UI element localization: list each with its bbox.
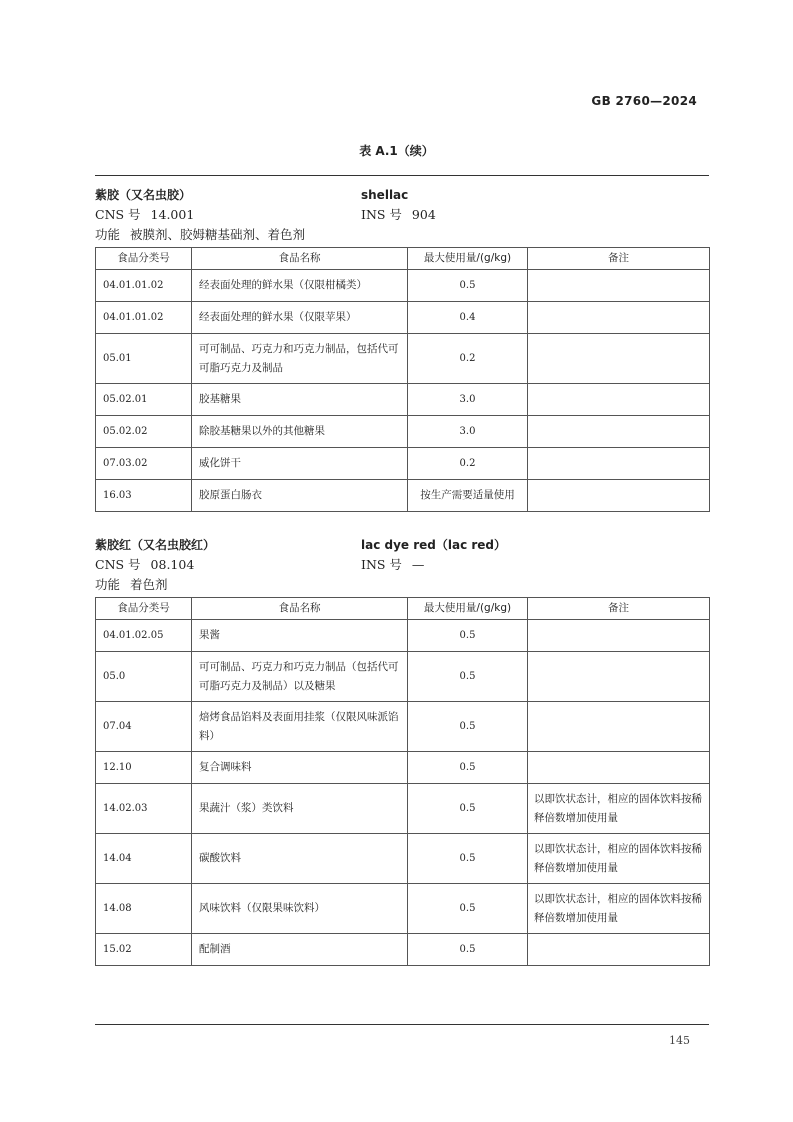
food-category-code: 04.01.01.02 (96, 270, 192, 302)
column-header-max-usage: 最大使用量/(g/kg) (408, 598, 528, 620)
column-header-code: 食品分类号 (96, 248, 192, 270)
additive-en-name: shellac (361, 188, 409, 202)
max-usage: 0.5 (408, 934, 528, 966)
table-row (96, 752, 710, 784)
food-category-code: 05.0 (96, 652, 192, 702)
top-rule (95, 175, 709, 176)
table-header-row (96, 248, 710, 270)
column-header-food-name: 食品名称 (192, 248, 408, 270)
table-row (96, 448, 710, 480)
max-usage: 0.5 (408, 884, 528, 934)
food-name: 经表面处理的鲜水果（仅限苹果） (192, 302, 408, 334)
food-category-code: 05.02.02 (96, 416, 192, 448)
standard-code: GB 2760—2024 (591, 94, 697, 108)
food-category-code: 14.02.03 (96, 784, 192, 834)
max-usage: 0.2 (408, 448, 528, 480)
additive-function-line (95, 225, 709, 245)
page-number: 145 (669, 1034, 690, 1047)
note (528, 334, 710, 384)
food-category-code: 14.08 (96, 884, 192, 934)
additive-cn-name: 紫胶红（又名虫胶红） (95, 538, 216, 552)
column-header-note: 备注 (528, 598, 710, 620)
additive-en-name: lac dye red（lac red） (361, 538, 507, 552)
max-usage: 0.2 (408, 334, 528, 384)
food-name: 焙烤食品馅料及表面用挂浆（仅限风味派馅料） (192, 702, 408, 752)
ins-number: INS 号 — (361, 557, 425, 572)
note (528, 448, 710, 480)
food-category-code: 05.02.01 (96, 384, 192, 416)
note (528, 652, 710, 702)
usage-table (95, 597, 710, 966)
food-name: 威化饼干 (192, 448, 408, 480)
table-caption: 表 A.1（续） (359, 144, 434, 158)
table-row (96, 416, 710, 448)
food-name: 果蔬汁（浆）类饮料 (192, 784, 408, 834)
note (528, 934, 710, 966)
max-usage: 按生产需要适量使用 (408, 480, 528, 512)
note (528, 416, 710, 448)
food-category-code: 05.01 (96, 334, 192, 384)
max-usage: 3.0 (408, 416, 528, 448)
additive-code-line (95, 555, 709, 575)
column-header-max-usage: 最大使用量/(g/kg) (408, 248, 528, 270)
max-usage: 3.0 (408, 384, 528, 416)
food-category-code: 07.03.02 (96, 448, 192, 480)
note (528, 270, 710, 302)
note (528, 620, 710, 652)
column-header-note: 备注 (528, 248, 710, 270)
max-usage: 0.5 (408, 270, 528, 302)
max-usage: 0.5 (408, 702, 528, 752)
max-usage: 0.5 (408, 834, 528, 884)
additive-section-shellac (95, 185, 709, 512)
table-row (96, 334, 710, 384)
food-category-code: 16.03 (96, 480, 192, 512)
max-usage: 0.5 (408, 752, 528, 784)
food-name: 可可制品、巧克力和巧克力制品，包括代可可脂巧克力及制品 (192, 334, 408, 384)
note (528, 480, 710, 512)
food-category-code: 12.10 (96, 752, 192, 784)
table-row (96, 620, 710, 652)
ins-number: INS 号 904 (361, 207, 436, 222)
column-header-code: 食品分类号 (96, 598, 192, 620)
table-row (96, 302, 710, 334)
column-header-food-name: 食品名称 (192, 598, 408, 620)
note (528, 752, 710, 784)
table-header-row (96, 598, 710, 620)
food-name: 果酱 (192, 620, 408, 652)
cns-number: CNS 号 14.001 (95, 207, 195, 222)
food-category-code: 07.04 (96, 702, 192, 752)
cns-number: CNS 号 08.104 (95, 557, 195, 572)
table-row (96, 480, 710, 512)
additive-function: 功能 着色剂 (95, 577, 168, 592)
additive-function: 功能 被膜剂、胶姆糖基础剂、着色剂 (95, 227, 306, 242)
food-category-code: 14.04 (96, 834, 192, 884)
additive-section-lac-dye-red (95, 535, 709, 966)
table-row (96, 834, 710, 884)
food-category-code: 15.02 (96, 934, 192, 966)
note: 以即饮状态计，相应的固体饮料按稀释倍数增加使用量 (528, 884, 710, 934)
usage-table (95, 247, 710, 512)
max-usage: 0.5 (408, 620, 528, 652)
table-row (96, 934, 710, 966)
additive-name-line (95, 185, 709, 205)
table-row (96, 270, 710, 302)
table-row (96, 784, 710, 834)
note (528, 702, 710, 752)
food-name: 碳酸饮料 (192, 834, 408, 884)
bottom-rule (95, 1024, 709, 1025)
note (528, 302, 710, 334)
food-name: 复合调味料 (192, 752, 408, 784)
additive-cn-name: 紫胶（又名虫胶） (95, 188, 192, 202)
max-usage: 0.4 (408, 302, 528, 334)
note: 以即饮状态计，相应的固体饮料按稀释倍数增加使用量 (528, 834, 710, 884)
additive-code-line (95, 205, 709, 225)
food-name: 胶原蛋白肠衣 (192, 480, 408, 512)
note (528, 384, 710, 416)
food-name: 可可制品、巧克力和巧克力制品（包括代可可脂巧克力及制品）以及糖果 (192, 652, 408, 702)
food-name: 经表面处理的鲜水果（仅限柑橘类） (192, 270, 408, 302)
food-category-code: 04.01.02.05 (96, 620, 192, 652)
food-category-code: 04.01.01.02 (96, 302, 192, 334)
max-usage: 0.5 (408, 784, 528, 834)
note: 以即饮状态计，相应的固体饮料按稀释倍数增加使用量 (528, 784, 710, 834)
food-name: 风味饮料（仅限果味饮料） (192, 884, 408, 934)
food-name: 配制酒 (192, 934, 408, 966)
max-usage: 0.5 (408, 652, 528, 702)
food-name: 胶基糖果 (192, 384, 408, 416)
table-row (96, 702, 710, 752)
table-row (96, 652, 710, 702)
additive-function-line (95, 575, 709, 595)
additive-name-line (95, 535, 709, 555)
table-row (96, 884, 710, 934)
table-row (96, 384, 710, 416)
food-name: 除胶基糖果以外的其他糖果 (192, 416, 408, 448)
